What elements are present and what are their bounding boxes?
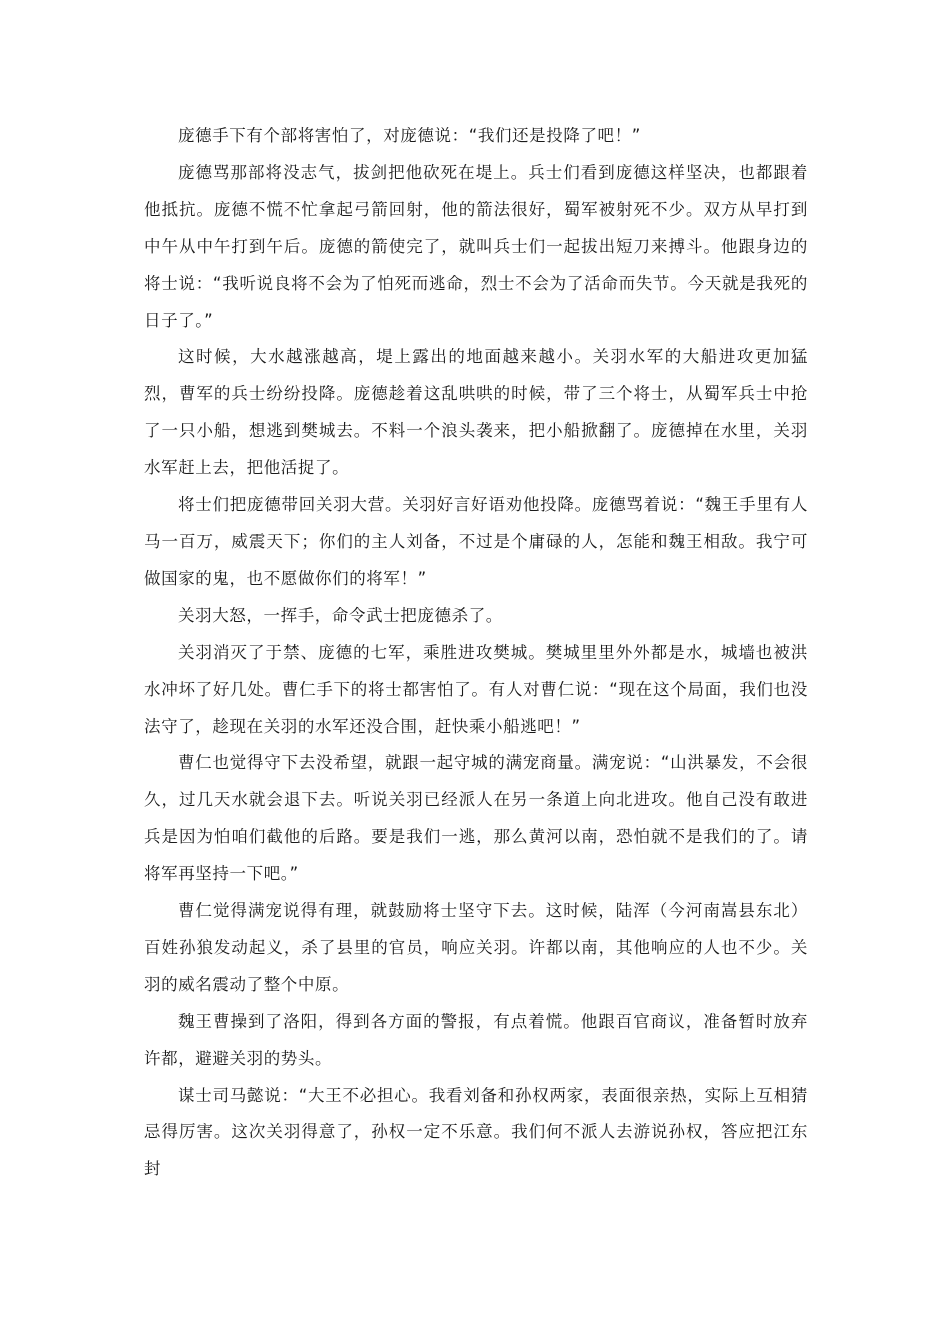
document-body [144,118,808,1188]
paragraph: 庞德手下有个部将害怕了，对庞德说：“我们还是投降了吧！” [178,126,641,145]
paragraph: 这时候，大水越涨越高，堤上露出的地面越来越小。关羽水军的大船进攻更加猛烈，曹军的兵士纷纷投降。庞德趁着这乱哄哄的时候，带了三个将士，从蜀军兵士中抢了一只小船，想逃到樊城去。不料一个浪头袭来，把小船掀翻了。庞德掉在水里，关羽水军赶上去，把他活捉了。 [144,347,808,478]
paragraph: 魏王曹操到了洛阳，得到各方面的警报，有点着慌。他跟百官商议，准备暂时放弃许都，避避关羽的势头。 [144,1011,808,1068]
paragraph: 关羽大怒，一挥手，命令武士把庞德杀了。 [178,605,503,625]
paragraph: 庞德骂那部将没志气，拔剑把他砍死在堤上。兵士们看到庞德这样坚决，也都跟着他抵抗。庞德不慌不忙拿起弓箭回射，他的箭法很好，蜀军被射死不少。双方从早打到中午从中午打到午后。庞德的箭使完了，就叫兵士们一起拔出短刀来搏斗。他跟身边的将士说：“我听说良将不会为了怕死而逃命，烈士不会为了活命而失节。今天就是我死的日子了。” [144,162,808,330]
paragraph: 将士们把庞德带回关羽大营。关羽好言好语劝他投降。庞德骂着说：“魏王手里有人马一百万，威震天下；你们的主人刘备，不过是个庸碌的人，怎能和魏王相敌。我宁可做国家的鬼，也不愿做你们的将军！” [144,495,808,588]
paragraph: 曹仁觉得满宠说得有理，就鼓励将士坚守下去。这时候，陆浑（今河南嵩县东北）百姓孙狼发动起义，杀了县里的官员，响应关羽。许都以南，其他响应的人也不少。关羽的威名震动了整个中原。 [144,901,808,994]
paragraph: 关羽消灭了于禁、庞德的七军，乘胜进攻樊城。樊城里里外外都是水，城墙也被洪水冲坏了好几处。曹仁手下的将士都害怕了。有人对曹仁说：“现在这个局面，我们也没法守了，趁现在关羽的水军还没合围，赶快乘小船逃吧！” [144,642,808,736]
paragraph: 曹仁也觉得守下去没希望，就跟一起守城的满宠商量。满宠说：“山洪暴发，不会很久，过几天水就会退下去。听说关羽已经派人在另一条道上向北进攻。他自己没有敢进兵是因为怕咱们截他的后路。要是我们一逃，那么黄河以南，恐怕就不是我们的了。请将军再坚持一下吧。” [144,753,808,884]
paragraph: 谋士司马懿说：“大王不必担心。我看刘备和孙权两家，表面很亲热，实际上互相猜忌得厉害。这次关羽得意了，孙权一定不乐意。我们何不派人去游说孙权，答应把江东封 [144,1085,808,1179]
